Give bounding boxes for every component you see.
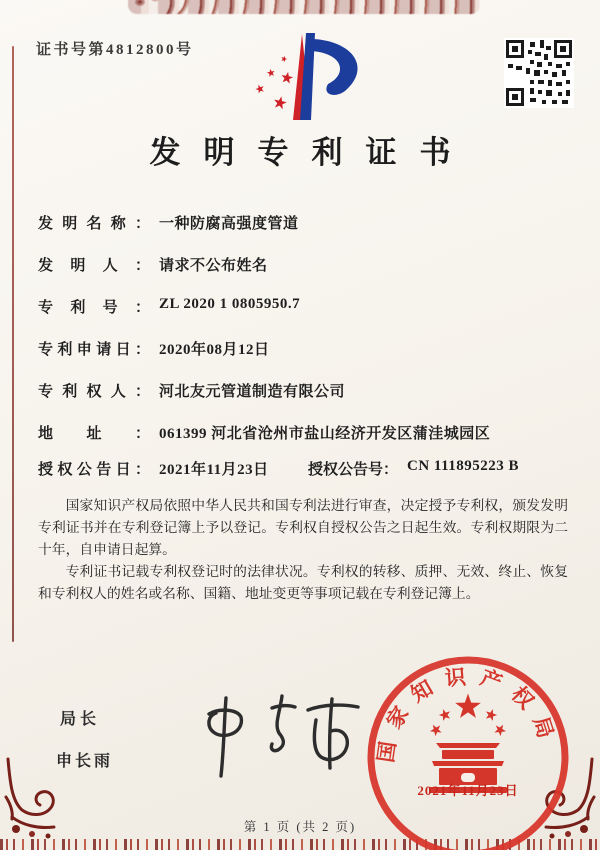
field-grant-publication-number xyxy=(308,458,519,479)
legal-text-block xyxy=(38,495,568,605)
legal-paragraph-2: 专利证书记载专利权登记时的法律状况。专利权的转移、质押、无效、终止、恢复和专利权人的姓名或名称、国籍、地址变更等事项记载在专利登记簿上。 xyxy=(38,564,568,601)
logo-blue-bowl xyxy=(312,39,358,95)
field-value: 河北友元管道制造有限公司 xyxy=(159,384,346,400)
field-label: 授权公告日： xyxy=(38,462,150,478)
handwritten-signature-icon xyxy=(182,686,378,788)
field-filing-date xyxy=(38,338,270,359)
field-value: ZL 2020 1 0805950.7 xyxy=(159,296,301,312)
field-invention-name xyxy=(38,212,299,233)
seal-date: 2021年11月23日 xyxy=(417,783,519,798)
field-value: 请求不公布姓名 xyxy=(159,258,268,274)
field-value: 一种防腐高强度管道 xyxy=(159,216,299,232)
field-value: 2021年11月23日 xyxy=(159,462,269,478)
top-ornament-border xyxy=(128,0,480,14)
certificate-title: 发明专利证书 xyxy=(149,135,474,170)
field-label: 地址： xyxy=(38,426,150,442)
field-value: 2020年08月12日 xyxy=(159,342,270,358)
director-title: 局长 xyxy=(60,711,101,728)
qr-code-icon xyxy=(504,38,574,108)
field-patentee xyxy=(38,380,345,401)
field-patent-number xyxy=(38,296,300,317)
director-name: 申长雨 xyxy=(56,753,114,770)
page-footer: 第 1 页 (共 2 页) xyxy=(243,820,357,834)
certificate-number: 证书号第4812800号 xyxy=(36,42,194,58)
field-grant-date xyxy=(38,458,269,479)
svg-text:国家知识产权局 xyxy=(374,664,562,764)
field-address xyxy=(38,422,490,443)
field-label: 发明人： xyxy=(38,258,150,274)
cnipa-logo-icon xyxy=(233,30,391,128)
field-label: 授权公告号： xyxy=(308,462,399,478)
field-value: 061399 河北省沧州市盐山经济开发区蒲洼城园区 xyxy=(159,426,491,442)
legal-paragraph-1: 国家知识产权局依照中华人民共和国专利法进行审查，决定授予专利权，颁发发明专利证书并在专利登记簿上予以登记。专利权自授权公告之日起生效。专利权期限为二十年，自申请日起算。 xyxy=(38,498,568,557)
logo-stars xyxy=(254,55,294,110)
field-inventor xyxy=(38,254,268,275)
field-label: 专利申请日： xyxy=(38,342,150,358)
seal-org-text: 国家知识产权局 xyxy=(373,663,562,765)
field-value: CN 111895223 B xyxy=(407,458,520,474)
field-label: 专利权人： xyxy=(38,384,150,400)
field-label: 发明名称： xyxy=(38,216,150,232)
official-seal-icon xyxy=(362,651,574,850)
field-label: 专利号： xyxy=(38,300,150,316)
